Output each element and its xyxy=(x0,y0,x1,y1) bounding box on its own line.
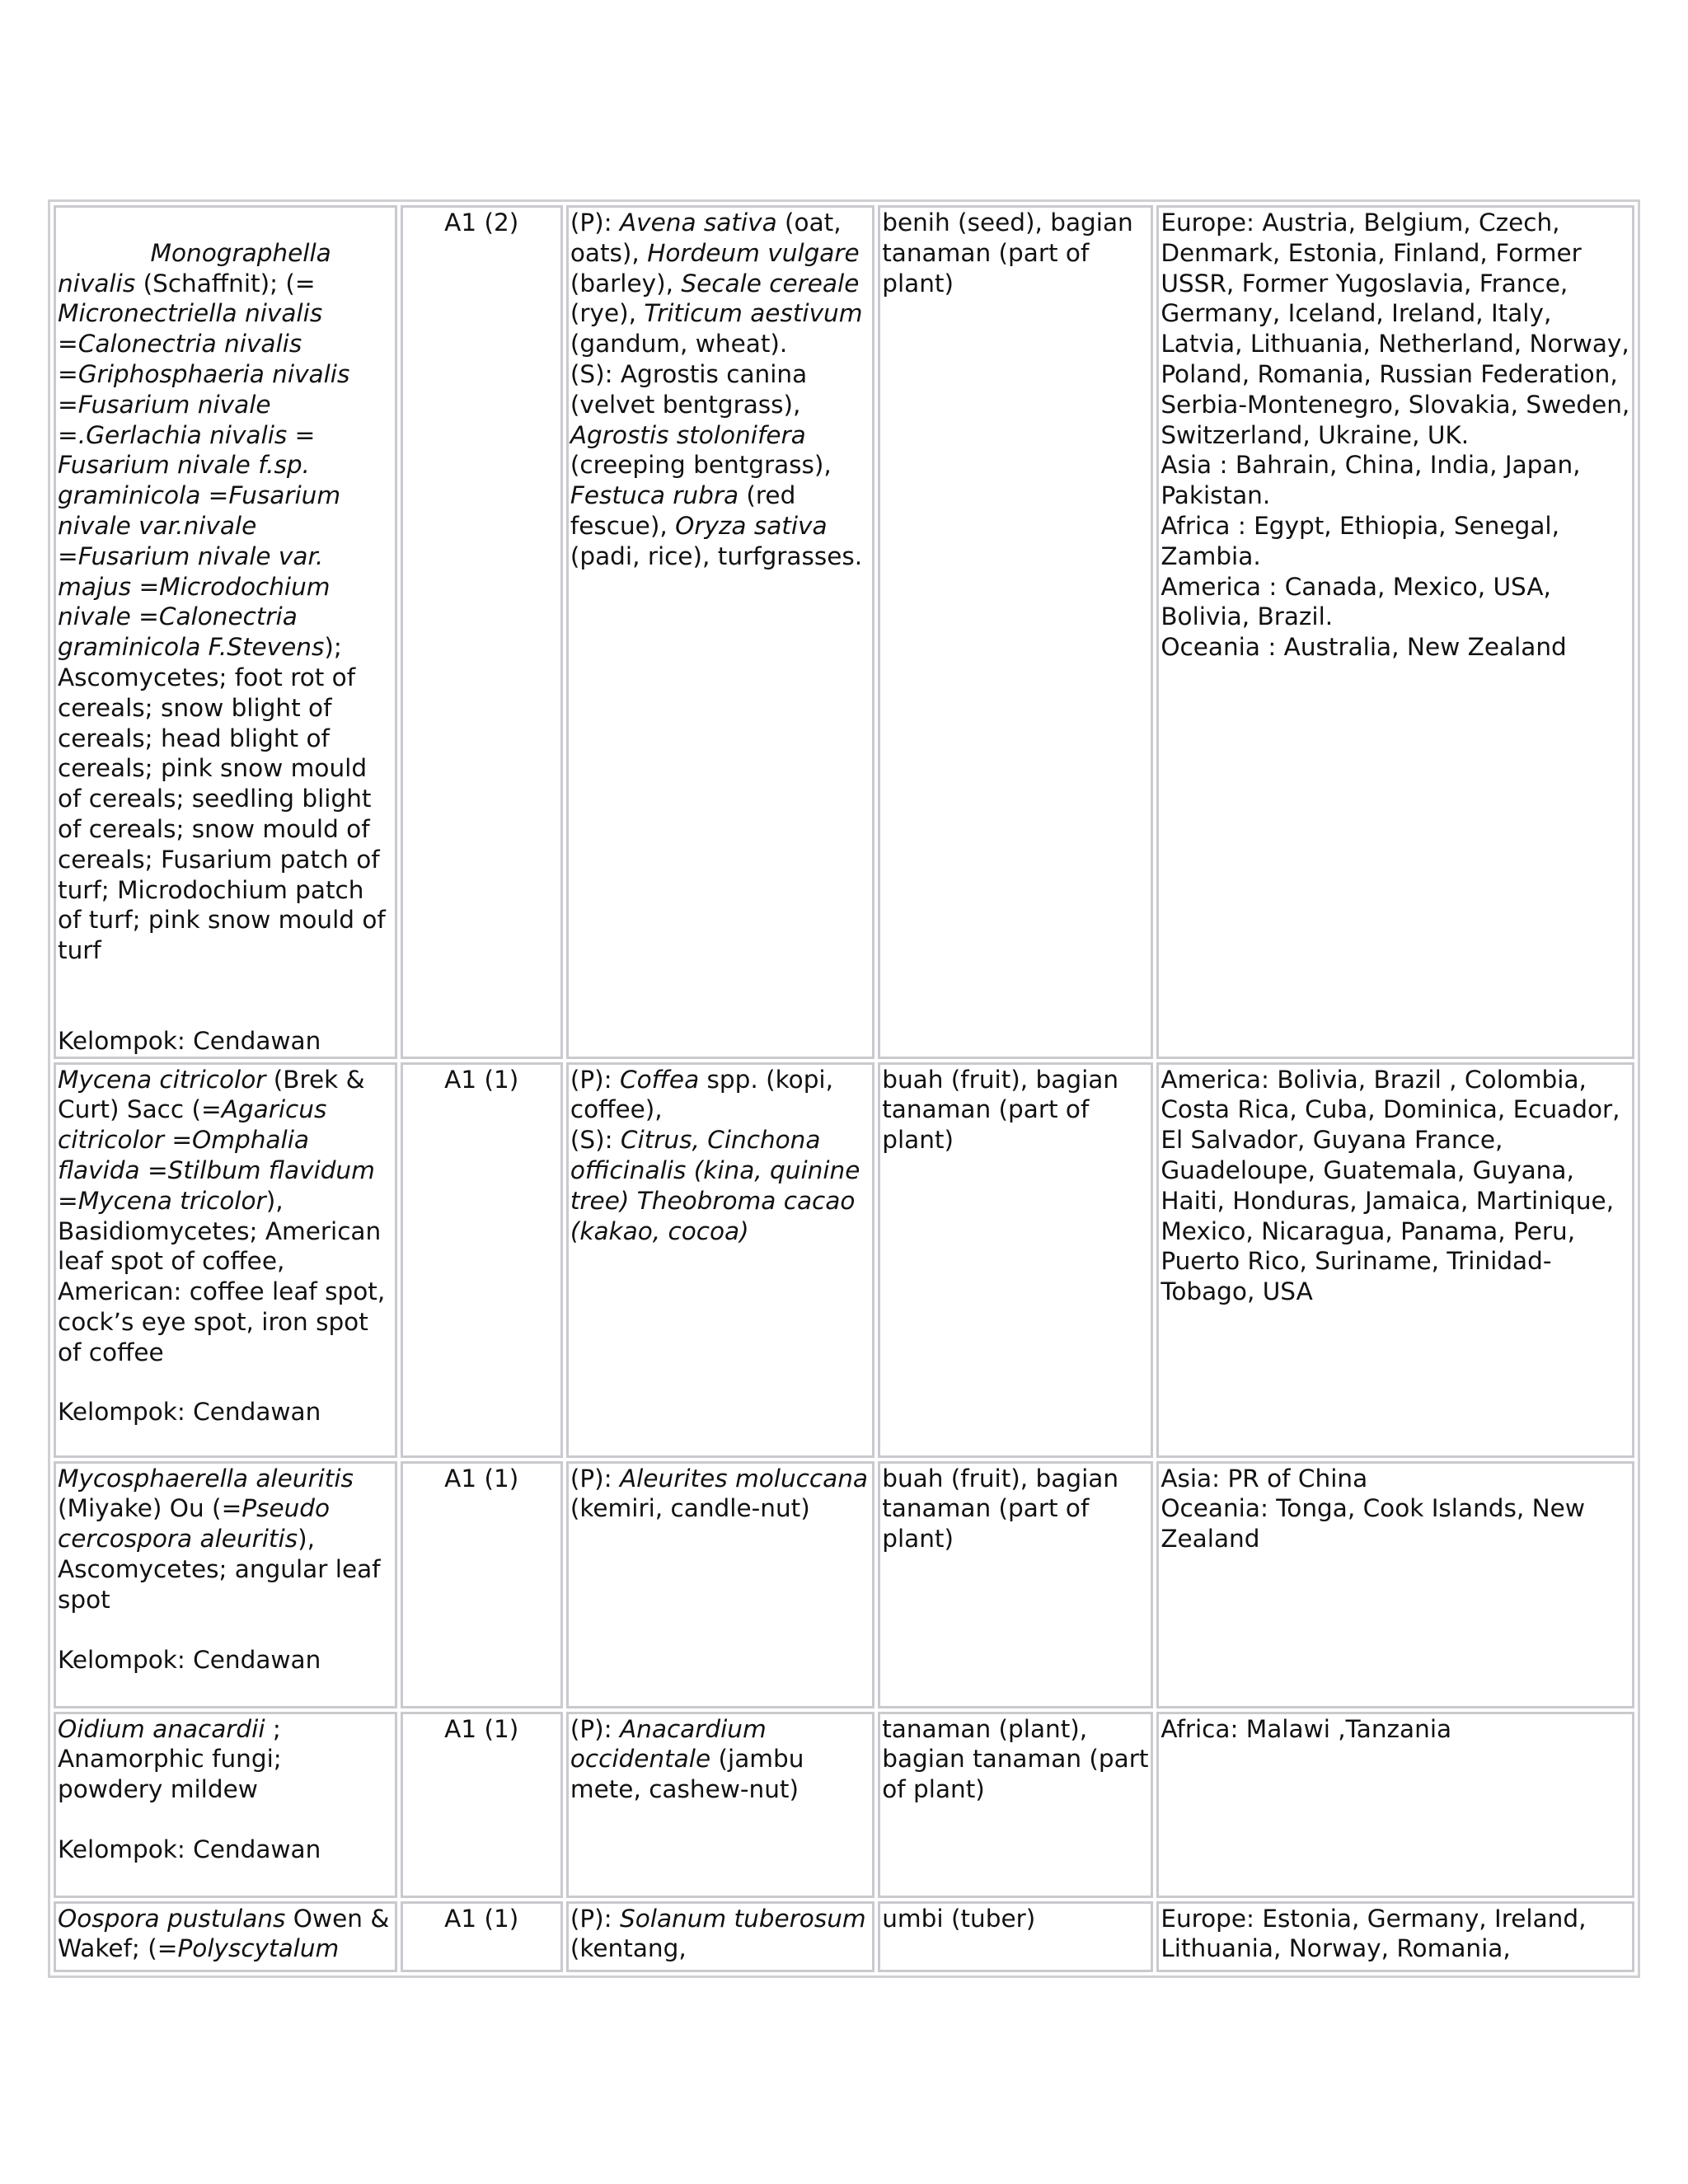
host-part: Avena sativa xyxy=(619,209,777,237)
host-cell xyxy=(566,205,874,1059)
name-part: Agaricus citricolor =Omphalia flavida =Stilbum flavidum =Mycena tricolor xyxy=(58,1095,383,1215)
host-part: Oryza sativa xyxy=(675,511,828,540)
pest-group: Kelompok: Cendawan xyxy=(58,1645,321,1674)
pest-name xyxy=(58,1464,393,1615)
status-cell: A1 (1) xyxy=(401,1461,563,1708)
pest-table xyxy=(48,199,1640,1978)
name-part: (Miyake) Ou (= xyxy=(58,1464,362,1523)
distribution-line: Europe: Austria, Belgium, Czech, Denmark, Estonia, Finland, Former USSR, Former Yugoslavia, France, Germany, Iceland, Ireland, Italy, Latvia, Lithuania, Netherland, Norway, Poland, Romania, Russian Federation, Serbia-Montenegro, Slovakia, Sweden, Switzerland, Ukraine, UK. xyxy=(1160,209,1630,449)
host-part: (P): xyxy=(570,1714,620,1743)
host-part: (oat, oats), xyxy=(570,209,850,267)
pathway-cell: benih (seed), bagian tanaman (part of plant) xyxy=(878,205,1153,1059)
pest-name-cell xyxy=(54,1461,397,1708)
host-text xyxy=(570,1714,870,1805)
pathway-cell: buah (fruit), bagian tanaman (part of plant) xyxy=(878,1461,1153,1708)
name-part: Pseudo cercospora aleuritis xyxy=(58,1494,338,1554)
host-part: Triticum aestivum xyxy=(644,299,863,328)
pathway-cell: tanaman (plant), bagian tanaman (part of plant) xyxy=(878,1712,1153,1898)
host-part: (padi, rice), turfgrasses. xyxy=(570,511,863,570)
pest-group: Kelompok: Cendawan xyxy=(58,1398,321,1427)
host-part: (jambu mete, cashew-nut) xyxy=(570,1745,812,1804)
name-part: Monographella nivalis xyxy=(58,238,340,298)
name-part: Mycena citricolor xyxy=(58,1065,266,1094)
pathway-cell: buah (fruit), bagian tanaman (part of plant) xyxy=(878,1062,1153,1458)
host-part: (P): xyxy=(570,1904,620,1933)
host-part: (gandum, wheat). (S): Agrostis canina (velvet bentgrass), xyxy=(570,330,808,419)
distribution-cell xyxy=(1156,1062,1634,1458)
distribution-line: Africa : Egypt, Ethiopia, Senegal, Zambia. xyxy=(1160,511,1560,570)
distribution-cell xyxy=(1156,1901,1634,1972)
host-cell xyxy=(566,1461,874,1708)
table-body xyxy=(54,205,1634,1972)
pest-name-cell xyxy=(54,1712,397,1898)
distribution-cell xyxy=(1156,1461,1634,1708)
host-part: Hordeum vulgare xyxy=(647,238,860,267)
host-text xyxy=(570,1065,870,1247)
document-page xyxy=(48,199,1640,1978)
host-part: (barley), xyxy=(570,238,868,298)
name-part: ), Ascomycetes; angular leaf spot xyxy=(58,1525,388,1614)
distribution-line: Africa: Malawi ,Tanzania xyxy=(1160,1714,1452,1743)
pest-name-cell xyxy=(54,1062,397,1458)
status-cell: A1 (1) xyxy=(401,1712,563,1898)
pest-name xyxy=(58,1714,393,1805)
distribution-line: Europe: Estonia, Germany, Ireland, Lithuania, Norway, Romania, xyxy=(1160,1904,1587,1963)
distribution-cell xyxy=(1156,1712,1634,1898)
name-part: Polyscytalum xyxy=(177,1934,340,1963)
host-text xyxy=(570,1904,874,1965)
pest-name xyxy=(58,1904,397,1965)
host-part: (P): xyxy=(570,1065,620,1094)
distribution-cell xyxy=(1156,205,1634,1059)
name-part: ; Anamorphic fungi; powdery mildew xyxy=(58,1714,290,1804)
host-part: Secale cereale xyxy=(681,269,860,298)
host-part: Festuca rubra xyxy=(570,481,739,510)
name-part: ), Basidiomycetes; American leaf spot of coffee, American: coffee leaf spot, cock’s eye spot, iron spot of coffee xyxy=(58,1186,393,1366)
host-part: Coffea xyxy=(619,1065,700,1094)
pest-name xyxy=(58,1065,393,1368)
host-part: (P): xyxy=(570,209,620,237)
name-part: Mycosphaerella aleuritis xyxy=(58,1464,354,1493)
host-part: Citrus, Cinchona officinalis (kina, quinine tree) Theobroma cacao (kakao, cocoa) xyxy=(570,1126,868,1245)
host-text xyxy=(570,1464,876,1525)
table-row xyxy=(54,1712,1634,1898)
host-cell xyxy=(566,1712,874,1898)
host-text xyxy=(570,208,870,572)
host-part: (red fescue), xyxy=(570,481,804,540)
status-cell: A1 (2) xyxy=(401,205,563,1059)
distribution-line: Asia: PR of China xyxy=(1160,1464,1368,1493)
table-row xyxy=(54,1901,1634,1972)
name-part: ); Ascomycetes; foot rot of cereals; snow blight of cereals; head blight of cereals; pink snow mould of cereals; seedling blight of cereals; snow mould of cereals; Fusarium patch of turf; Microdochium patch of turf; pink snow mould of turf xyxy=(58,633,394,965)
distribution-line: Oceania : Australia, New Zealand xyxy=(1160,633,1567,662)
pest-name-cell xyxy=(54,1901,397,1972)
name-part: Oidium anacardii xyxy=(58,1714,265,1743)
pest-group: Kelompok: Cendawan xyxy=(58,1835,321,1863)
status-cell: A1 (1) xyxy=(401,1062,563,1458)
host-part: Solanum tuberosum xyxy=(619,1904,866,1933)
name-part: Oospora pustulans xyxy=(58,1904,286,1933)
status-cell: A1 (1) xyxy=(401,1901,563,1972)
pathway-cell: umbi (tuber) xyxy=(878,1901,1153,1972)
distribution-line: Asia : Bahrain, China, India, Japan, Pakistan. xyxy=(1160,451,1581,510)
distribution-line: Oceania: Tonga, Cook Islands, New Zealand xyxy=(1160,1494,1585,1554)
name-part: (Schaffnit); (= xyxy=(135,269,324,298)
host-part: Anacardium occidentale xyxy=(570,1714,775,1774)
pest-group: Kelompok: Cendawan xyxy=(58,1026,321,1055)
table-row xyxy=(54,205,1634,1059)
table-row xyxy=(54,1062,1634,1458)
host-part: (P): xyxy=(570,1464,620,1493)
host-cell xyxy=(566,1062,874,1458)
name-part: Owen & Wakef; (= xyxy=(58,1904,397,1963)
host-cell xyxy=(566,1901,874,1972)
distribution-line: America: Bolivia, Brazil , Colombia, Costa Rica, Cuba, Dominica, Ecuador, El Salvador, Guyana France, Guadeloupe, Guatemala, Guyana, Haiti, Honduras, Jamaica, Martinique, Mexico, Nicaragua, Panama, Peru, Puerto Rico, Suriname, Trinidad-Tobago, USA xyxy=(1160,1065,1620,1306)
table-row xyxy=(54,1461,1634,1708)
name-part: (Brek & Curt) Sacc (= xyxy=(58,1065,373,1124)
host-part: Aleurites moluccana xyxy=(619,1464,868,1493)
pest-name-cell xyxy=(54,205,397,1059)
pest-name xyxy=(58,208,393,996)
host-part: (kemiri, candle-nut) xyxy=(570,1464,876,1523)
host-part: (kentang, xyxy=(570,1904,874,1963)
host-part: (rye), xyxy=(570,269,867,328)
name-part: Micronectriella nivalis =Calonectria nivalis =Griphosphaeria nivalis =Fusarium nivale =.Gerlachia nivalis = Fusarium nivale f.sp. graminicola =Fusarium nivale var.nivale =Fusarium nivale var. majus =Microdochium nivale =Calonectria graminicola F.Stevens xyxy=(58,299,358,662)
host-part: spp. (kopi, coffee), (S): xyxy=(570,1065,833,1155)
distribution-line: America : Canada, Mexico, USA, Bolivia, Brazil. xyxy=(1160,572,1551,631)
host-part: Agrostis stolonifera xyxy=(570,420,806,449)
host-part: (creeping bentgrass), xyxy=(570,420,840,480)
